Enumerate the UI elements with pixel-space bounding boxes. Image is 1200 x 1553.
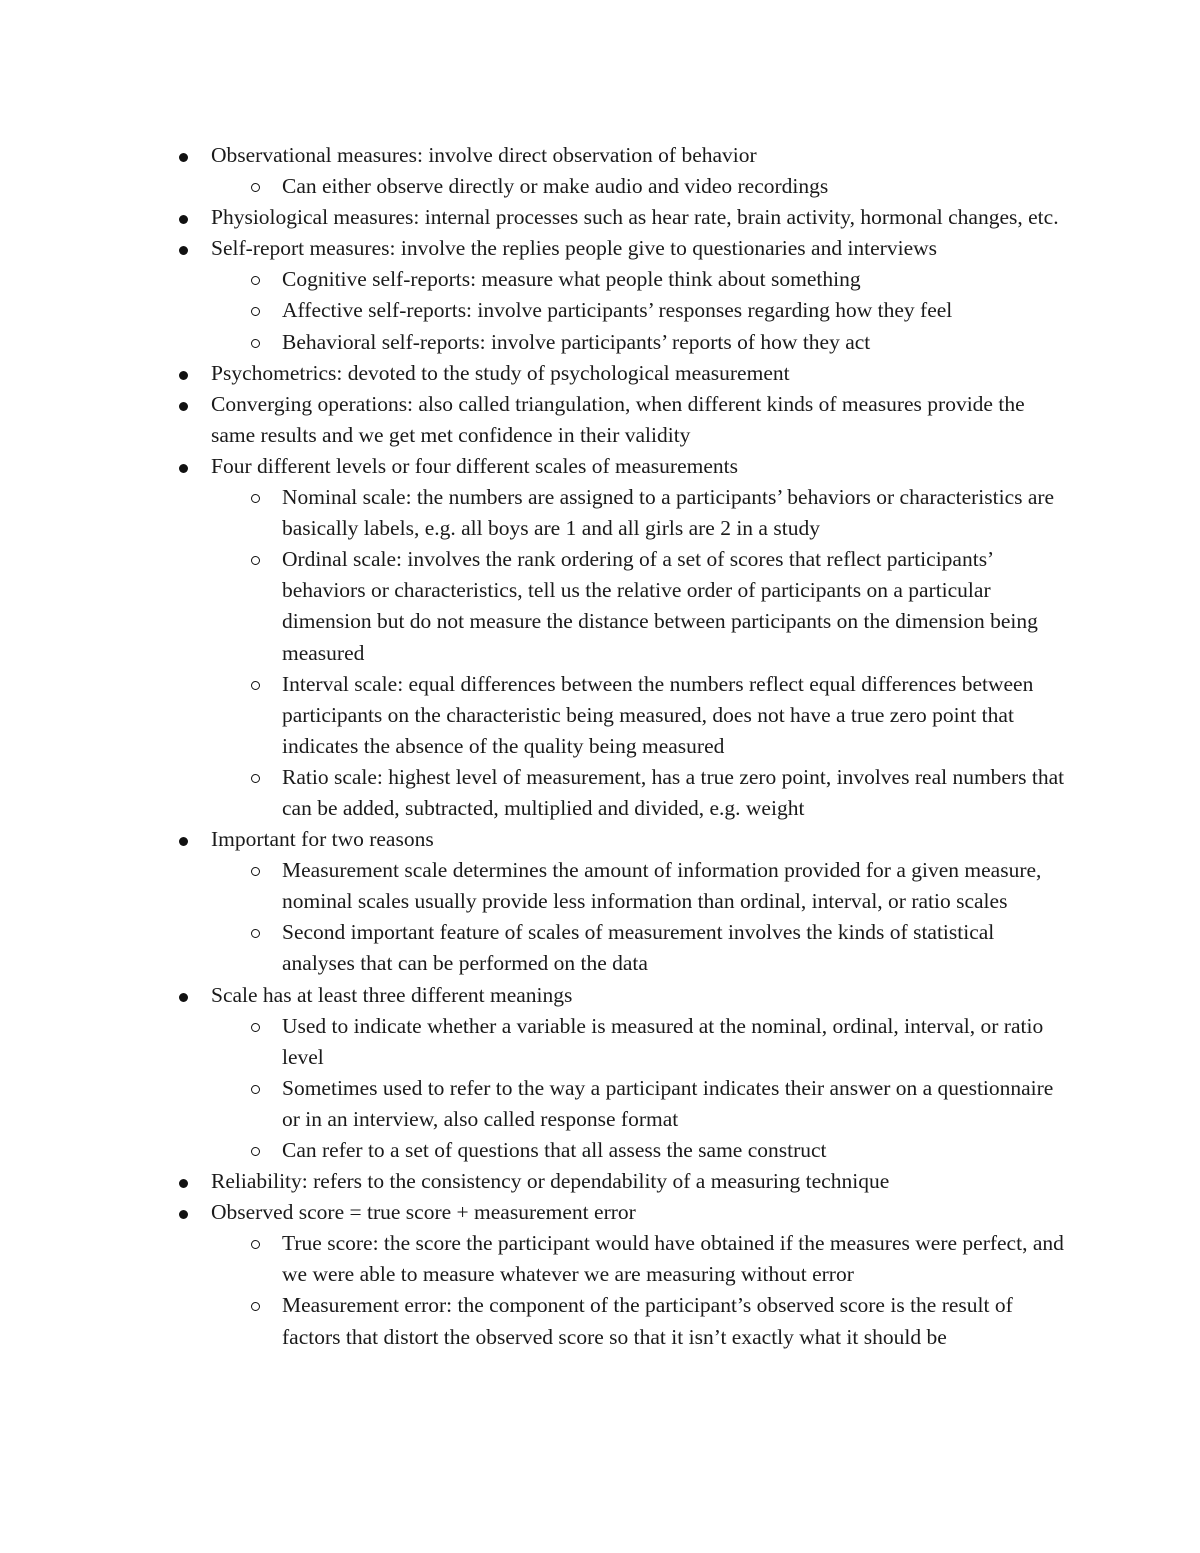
- bullet-dot-icon: [179, 464, 188, 473]
- sub-list-item: [0, 855, 1072, 917]
- list-item: [0, 358, 1071, 389]
- bullet-dot-icon: [179, 371, 188, 380]
- bullet-dot-icon: [179, 993, 188, 1002]
- list-item-text: Converging operations: also called triangulation, when different kinds of measures provide the same results and we get met confidence in their validity: [211, 391, 1025, 447]
- list-item: [0, 451, 1071, 824]
- bullet-dot-icon: [179, 246, 188, 255]
- sub-list-item: [0, 1135, 1072, 1166]
- sub-list-item: [0, 669, 1072, 762]
- bullet-circle-icon: [251, 1023, 260, 1032]
- sub-list-item: [0, 544, 1072, 668]
- sub-list-item: [0, 295, 1072, 326]
- sub-list-item-text: Second important feature of scales of measurement involves the kinds of statistical analyses that can be performed on the data: [282, 920, 995, 976]
- bullet-circle-icon: [251, 1302, 260, 1311]
- bullet-circle-icon: [251, 339, 260, 348]
- list-item-text: Four different levels or four different scales of measurements: [211, 453, 738, 478]
- sub-list-item-text: Ratio scale: highest level of measurement, has a true zero point, involves real numbers that can be added, subtracted, multiplied and divided, e.g. weight: [282, 764, 1065, 820]
- list-item-text: Observed score = true score + measurement error: [211, 1200, 636, 1225]
- bullet-dot-icon: [179, 153, 188, 162]
- bullet-circle-icon: [251, 276, 260, 285]
- bullet-circle-icon: [251, 307, 260, 316]
- bullet-circle-icon: [251, 494, 260, 503]
- sub-list: [211, 482, 1071, 824]
- sub-list: [211, 264, 1071, 357]
- list-item-text: Reliability: refers to the consistency or dependability of a measuring technique: [211, 1169, 890, 1194]
- list-item-text: Physiological measures: internal processes such as hear rate, brain activity, hormonal changes, etc.: [211, 205, 1059, 230]
- sub-list-item: [0, 1290, 1072, 1352]
- notes-list: [0, 140, 1200, 1353]
- list-item-text: Observational measures: involve direct observation of behavior: [211, 143, 757, 167]
- sub-list-item-text: Can refer to a set of questions that all assess the same construct: [282, 1138, 827, 1162]
- list-item: [0, 202, 1071, 233]
- sub-list-item: [0, 327, 1072, 358]
- sub-list-item: [0, 1073, 1072, 1135]
- list-item: [0, 1197, 1071, 1352]
- list-item-text: Important for two reasons: [211, 827, 434, 852]
- bullet-circle-icon: [251, 774, 260, 783]
- sub-list-item-text: Behavioral self-reports: involve participants’ reports of how they act: [282, 329, 871, 354]
- bullet-dot-icon: [179, 1210, 188, 1219]
- sub-list-item-text: True score: the score the participant would have obtained if the measures were perfect, and we were able to measure whatever we are measuring without error: [282, 1231, 1064, 1287]
- sub-list-item-text: Nominal scale: the numbers are assigned to a participants’ behaviors or characteristics are basically labels, e.g. all boys are 1 and all girls are 2 in a study: [282, 485, 1055, 541]
- sub-list-item: [0, 1011, 1072, 1073]
- sub-list-item-text: Cognitive self-reports: measure what people think about something: [282, 267, 861, 292]
- list-item: [0, 233, 1071, 357]
- list-item: [0, 140, 1071, 202]
- sub-list-item-text: Ordinal scale: involves the rank ordering of a set of scores that reflect participants’ behaviors or characteristics, tell us the relative order of participants on a particular dimension but do not measure the distance between participants on the dimension being measured: [282, 547, 1038, 665]
- sub-list: [211, 171, 1071, 202]
- bullet-dot-icon: [179, 215, 188, 224]
- bullet-circle-icon: [251, 1085, 260, 1094]
- sub-list-item: [0, 917, 1072, 979]
- bullet-circle-icon: [251, 1240, 260, 1249]
- sub-list: [211, 1228, 1071, 1352]
- list-item: [0, 980, 1071, 1167]
- bullet-circle-icon: [251, 183, 260, 192]
- sub-list-item: [0, 171, 1072, 202]
- bullet-circle-icon: [251, 681, 260, 690]
- sub-list-item: [0, 264, 1072, 295]
- bullet-dot-icon: [179, 837, 188, 846]
- list-item-text: Scale has at least three different meanings: [211, 982, 573, 1007]
- list-item-text: Self-report measures: involve the replies people give to questionaries and interviews: [211, 236, 938, 261]
- sub-list-item-text: Used to indicate whether a variable is measured at the nominal, ordinal, interval, or ratio level: [282, 1013, 1044, 1069]
- sub-list-item: [0, 762, 1072, 824]
- sub-list-item: [0, 482, 1072, 544]
- list-item-text: Psychometrics: devoted to the study of psychological measurement: [211, 360, 790, 385]
- bullet-circle-icon: [251, 867, 260, 876]
- sub-list-item-text: Measurement scale determines the amount of information provided for a given measure, nominal scales usually provide less information than ordinal, interval, or ratio scales: [282, 858, 1042, 914]
- sub-list-item: [0, 1228, 1072, 1290]
- sub-list-item-text: Affective self-reports: involve participants’ responses regarding how they feel: [282, 298, 953, 323]
- bullet-dot-icon: [179, 402, 188, 411]
- sub-list: [211, 855, 1071, 979]
- bullet-circle-icon: [251, 556, 260, 565]
- bullet-circle-icon: [251, 1147, 260, 1156]
- bullet-dot-icon: [179, 1179, 188, 1188]
- sub-list-item-text: Sometimes used to refer to the way a participant indicates their answer on a questionnaire or in an interview, also called response format: [282, 1075, 1054, 1131]
- sub-list-item-text: Interval scale: equal differences between the numbers reflect equal differences between participants on the characteristic being measured, does not have a true zero point that indicates the absence of the quality being measured: [282, 671, 1034, 758]
- sub-list-item-text: Can either observe directly or make audio and video recordings: [282, 174, 829, 199]
- sub-list: [211, 1011, 1071, 1166]
- list-item: [0, 389, 1071, 451]
- list-item: [0, 1166, 1071, 1197]
- sub-list-item-text: Measurement error: the component of the participant’s observed score is the result of factors that distort the observed score so that it isn’t exactly what it should be: [282, 1293, 1013, 1349]
- list-item: [0, 824, 1071, 979]
- bullet-circle-icon: [251, 929, 260, 938]
